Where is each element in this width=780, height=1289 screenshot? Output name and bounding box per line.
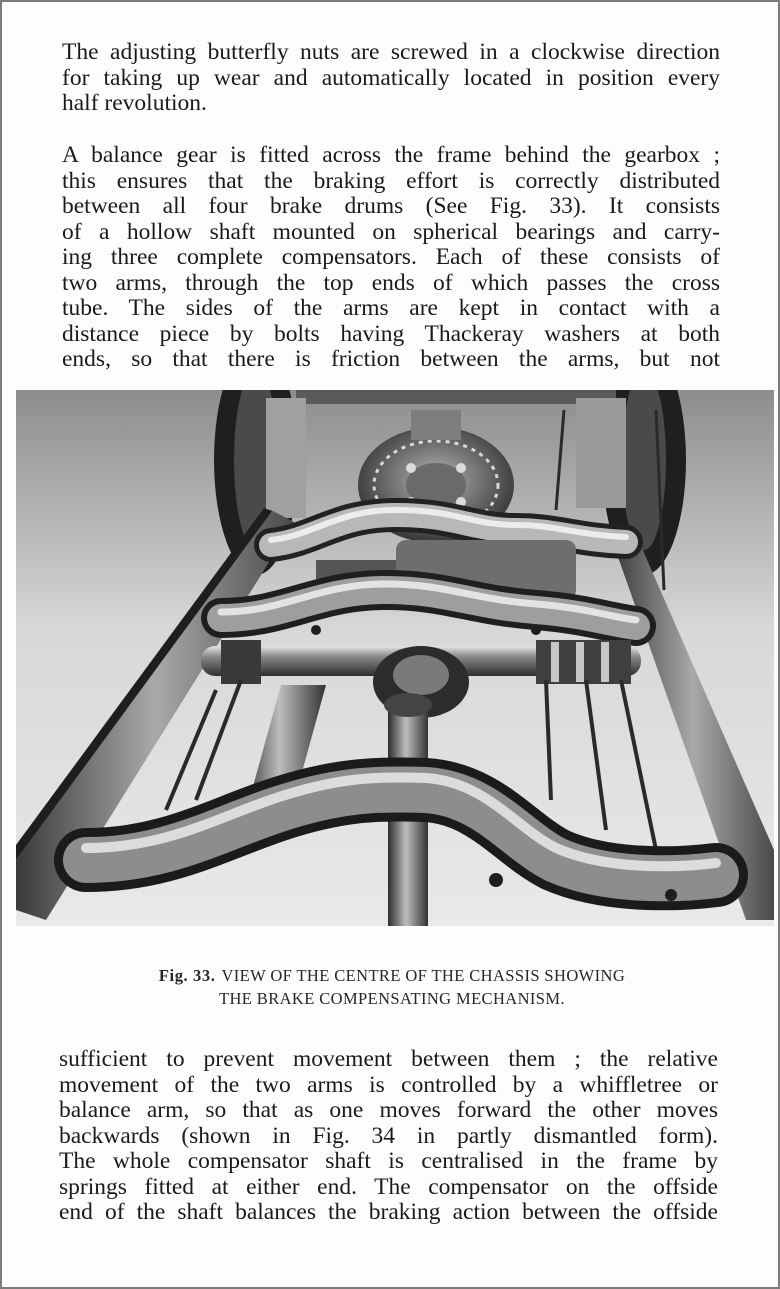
caption-line-1 xyxy=(62,964,722,987)
text-line: of a hollow shaft mounted on spherical bearings and carry- xyxy=(62,218,720,245)
text-line: this ensures that the braking effort is correctly distributed xyxy=(62,167,720,194)
text-line: The whole compensator shaft is centralised in the frame by xyxy=(59,1148,718,1174)
text-line: between all four brake drums (See Fig. 33). It consists xyxy=(62,193,720,219)
text-line: backwards (shown in Fig. 34 in partly dismantled form). xyxy=(59,1122,718,1149)
text-line: distance piece by bolts having Thackeray washers at both xyxy=(62,320,720,347)
text-line: for taking up wear and automatically located in position every xyxy=(62,64,720,91)
text-line: The adjusting butterfly nuts are screwed in a clockwise direction xyxy=(62,39,720,65)
text-line: sufficient to prevent movement between them ; the relative xyxy=(59,1046,718,1072)
text-line: balance arm, so that as one moves forward the other moves xyxy=(59,1097,718,1123)
caption-line-2: THE BRAKE COMPENSATING MECHANISM. xyxy=(219,989,565,1008)
text-line: two arms, through the top ends of which passes the cross xyxy=(62,269,720,296)
figure-caption xyxy=(62,964,722,1010)
text-line: end of the shaft balances the braking action between the offside xyxy=(59,1199,718,1225)
text-line: half revolution. xyxy=(62,90,207,116)
text-line: A balance gear is fitted across the frame behind the gearbox ; xyxy=(62,142,720,168)
text-line: ends, so that there is friction between the arms, but not xyxy=(62,346,720,372)
chassis-photograph xyxy=(16,390,774,926)
paragraph-butterfly-nuts xyxy=(62,40,720,117)
text-line: springs fitted at either end. The compensator on the offside xyxy=(59,1173,718,1200)
figure-number: Fig. 33. xyxy=(158,966,216,985)
text-line: movement of the two arms is controlled by a whiffletree or xyxy=(59,1071,718,1098)
text-line: ing three complete compensators. Each of these consists of xyxy=(62,244,720,270)
text-line: tube. The sides of the arms are kept in contact with a xyxy=(62,295,720,321)
paragraph-balance-gear xyxy=(62,143,720,373)
caption-text: VIEW OF THE CENTRE OF THE CHASSIS SHOWING xyxy=(221,966,626,985)
paragraph-compensator-shaft xyxy=(59,1047,718,1226)
